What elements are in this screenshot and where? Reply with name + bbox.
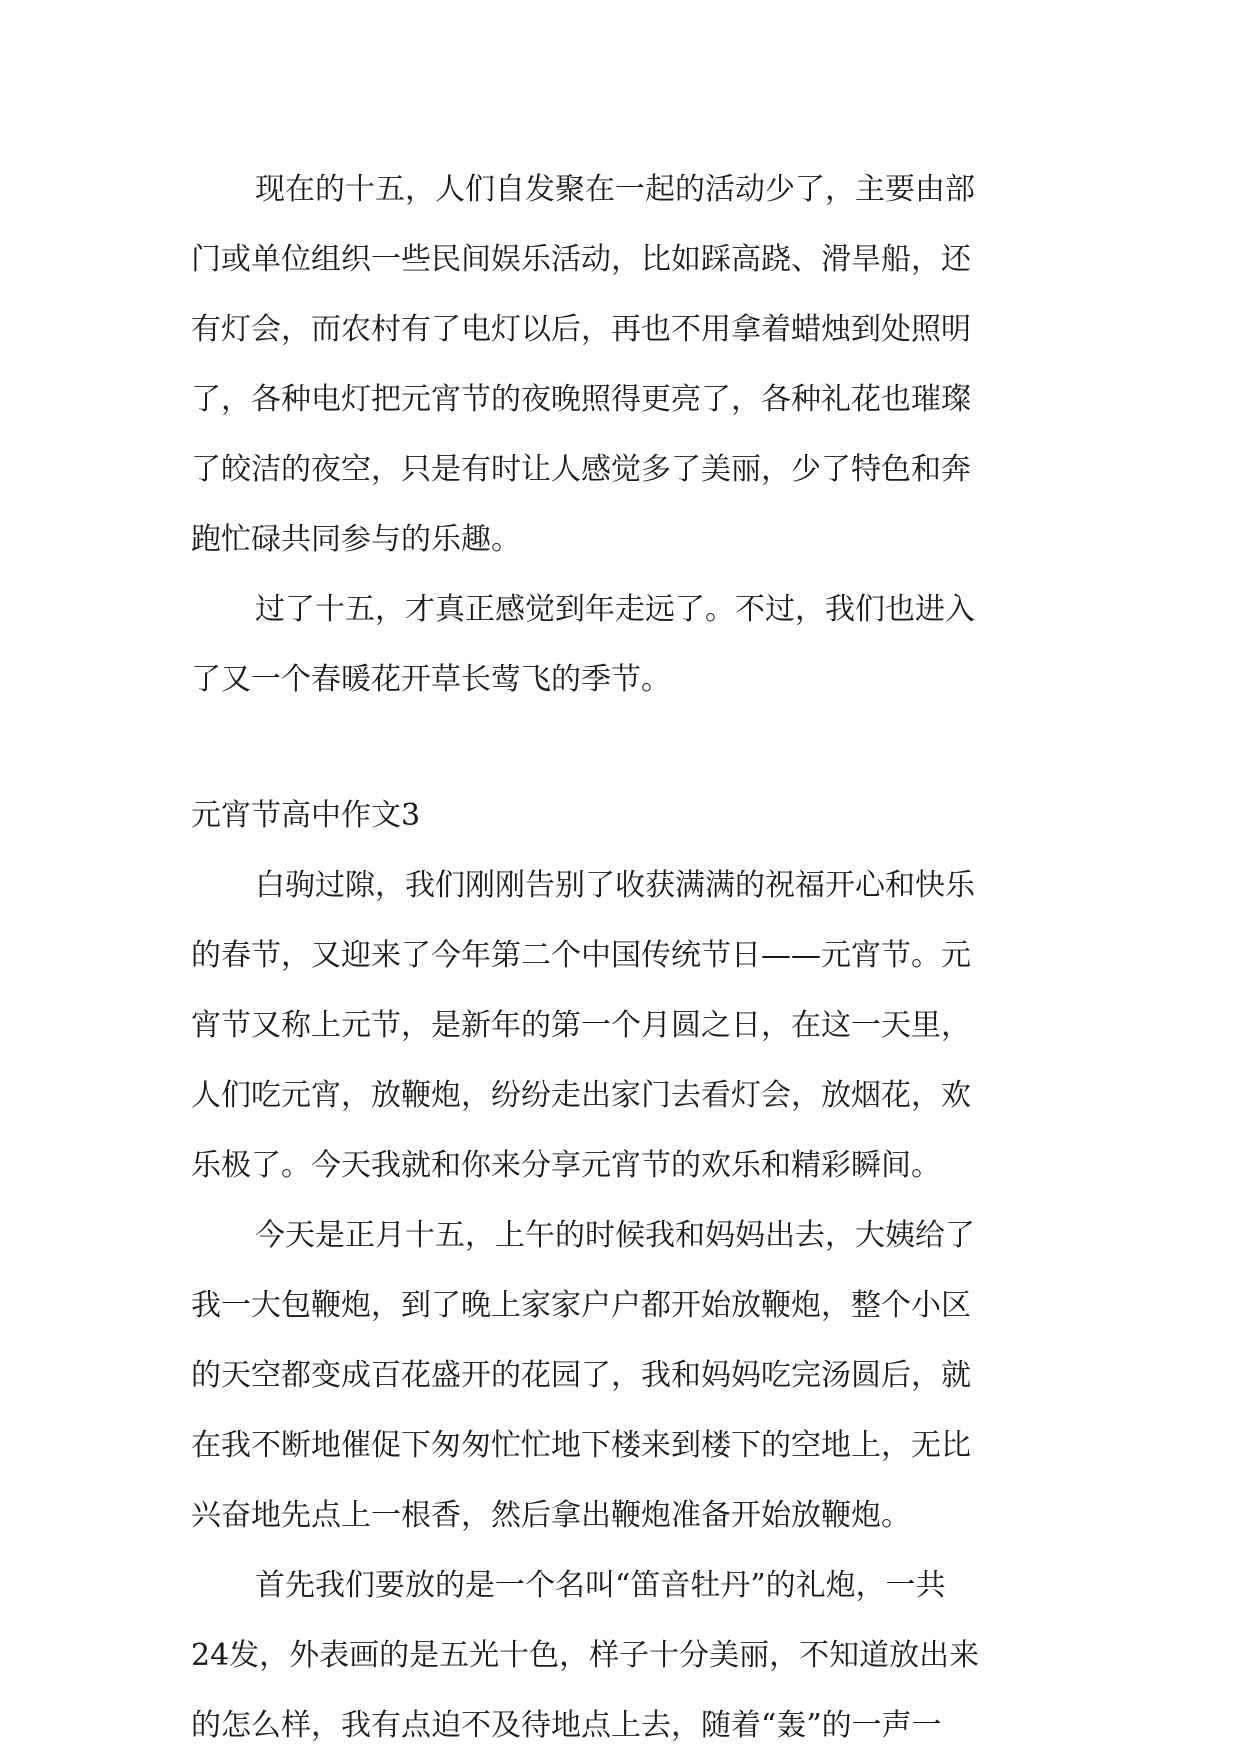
paragraph-line: 的怎么样，我有点迫不及待地点上去，随着“轰”的一声一 xyxy=(191,1708,942,1743)
paragraph-line: 兴奋地先点上一根香，然后拿出鞭炮准备开始放鞭炮。 xyxy=(191,1498,911,1533)
paragraph-line: 了又一个春暖花开草长莺飞的季节。 xyxy=(191,662,671,697)
paragraph-line: 门或单位组织一些民间娱乐活动，比如踩高跷、滑旱船，还 xyxy=(191,242,971,277)
paragraph-line: 了，各种电灯把元宵节的夜晚照得更亮了，各种礼花也璀璨 xyxy=(191,382,971,417)
paragraph-line: 在我不断地催促下匆匆忙忙地下楼来到楼下的空地上，无比 xyxy=(191,1428,971,1463)
paragraph-line: 过了十五，才真正感觉到年走远了。不过，我们也进入 xyxy=(255,592,975,627)
paragraph-line: 的天空都变成百花盛开的花园了，我和妈妈吃完汤圆后，就 xyxy=(191,1358,971,1393)
paragraph-line: 今天是正月十五，上午的时候我和妈妈出去，大姨给了 xyxy=(255,1218,975,1253)
paragraph-line: 人们吃元宵，放鞭炮，纷纷走出家门去看灯会，放烟花，欢 xyxy=(191,1078,971,1113)
paragraph-line: 现在的十五，人们自发聚在一起的活动少了，主要由部 xyxy=(255,172,975,207)
paragraph-line: 跑忙碌共同参与的乐趣。 xyxy=(191,522,521,557)
paragraph-line: 24发，外表画的是五光十色，样子十分美丽，不知道放出来 xyxy=(191,1638,980,1673)
paragraph-line: 了皎洁的夜空，只是有时让人感觉多了美丽，少了特色和奔 xyxy=(191,452,971,487)
paragraph-line: 首先我们要放的是一个名叫“笛音牡丹”的礼炮，一共 xyxy=(255,1568,946,1603)
paragraph-line: 宵节又称上元节，是新年的第一个月圆之日，在这一天里， xyxy=(191,1008,971,1043)
paragraph-line: 乐极了。今天我就和你来分享元宵节的欢乐和精彩瞬间。 xyxy=(191,1148,941,1183)
paragraph-line: 白驹过隙，我们刚刚告别了收获满满的祝福开心和快乐 xyxy=(255,868,975,903)
paragraph-line: 的春节，又迎来了今年第二个中国传统节日——元宵节。元 xyxy=(191,938,971,973)
paragraph-line: 我一大包鞭炮，到了晚上家家户户都开始放鞭炮，整个小区 xyxy=(191,1288,971,1323)
paragraph-line: 有灯会，而农村有了电灯以后，再也不用拿着蜡烛到处照明 xyxy=(191,312,971,347)
section-heading: 元宵节高中作文3 xyxy=(191,798,421,833)
